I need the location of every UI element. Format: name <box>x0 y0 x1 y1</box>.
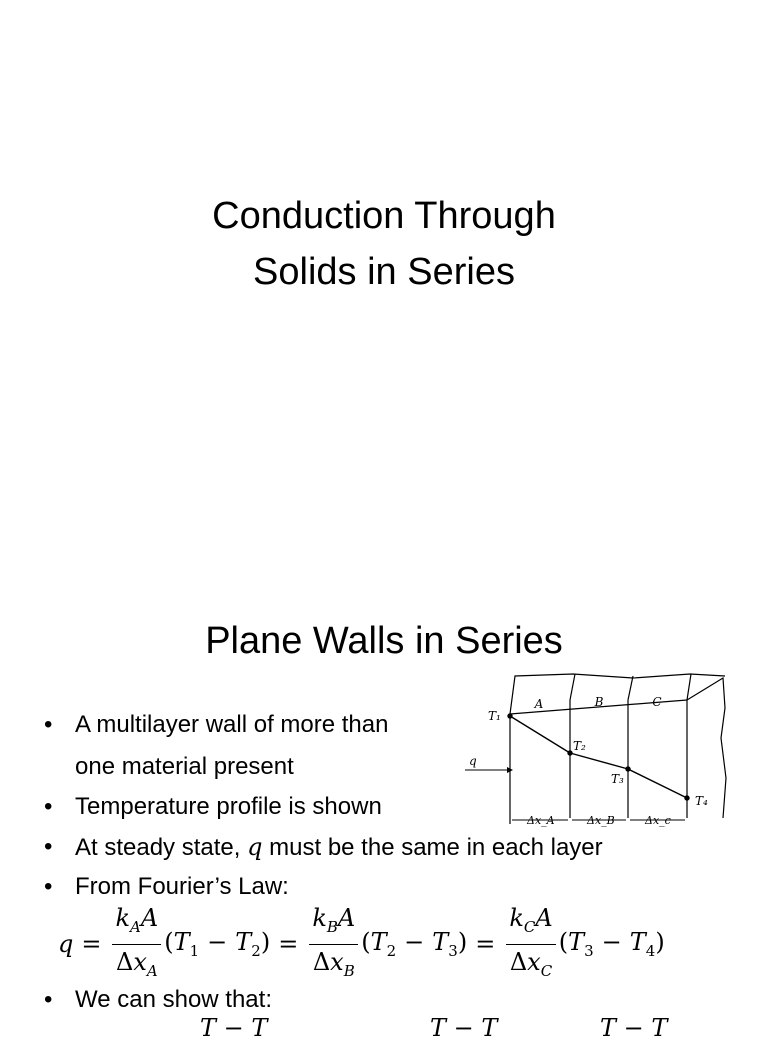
bullet-dot: • <box>44 793 53 820</box>
bullet-dot: • <box>44 873 53 900</box>
content-slide <box>0 576 768 1042</box>
math-q: q <box>247 833 263 861</box>
bullet-text: A multilayer wall of more than <box>75 711 389 738</box>
slide-title <box>0 188 768 300</box>
bullet-continuation: one material present <box>75 753 294 780</box>
eq-fraction-c: $\frac{k_CA}{\Delta x_C}$ <box>506 901 555 988</box>
plane-wall-diagram <box>455 668 745 828</box>
slide-title-line-2: Solids in Series <box>253 251 515 293</box>
truncated-equation: T − T T − T T − T <box>200 1014 668 1042</box>
bullet-dot: • <box>44 986 53 1013</box>
layer-label: C <box>652 695 662 709</box>
eq-lhs: q <box>58 930 74 958</box>
thickness-label: Δx_B <box>587 814 615 827</box>
bullet-text: We can show that: <box>75 986 272 1013</box>
slide-title-line-1: Conduction Through <box>212 195 556 237</box>
eq-fraction-b: $\frac{k_BA}{\Delta x_B}$ <box>309 901 358 988</box>
temperature-profile <box>508 714 689 800</box>
temp-label: T₄ <box>695 794 708 808</box>
eq-fraction-a: $\frac{k_AA}{\Delta x_A}$ <box>112 901 161 988</box>
temp-label: T₁ <box>488 709 501 723</box>
bullet-text: At steady state, q must be the same in each layer <box>75 833 603 861</box>
layer-label: A <box>534 697 544 711</box>
thickness-label: Δx_A <box>527 814 555 827</box>
slide-heading: Plane Walls in Series <box>205 620 563 662</box>
temp-label: T₂ <box>573 739 586 753</box>
layer-label: B <box>594 695 604 709</box>
temp-label: T₃ <box>611 772 624 786</box>
fourier-equation: q = $\frac{k_AA}{\Delta x_A}$ $(T_1 - T_2)$ = $\frac{k_BA}{\Delta x_B}$ $(T_2 - T_3)$ = $\frac{k_CA}{\Delta x_C}$ $(T_3 - T_4)$ <box>58 904 665 984</box>
bullet-dot: • <box>44 833 53 860</box>
bullet-dot: • <box>44 711 53 738</box>
bullet-text: Temperature profile is shown <box>75 793 382 820</box>
thickness-label: Δx_c <box>645 814 671 827</box>
flux-label: q <box>469 754 477 768</box>
bullet-text: From Fourier’s Law: <box>75 873 289 900</box>
